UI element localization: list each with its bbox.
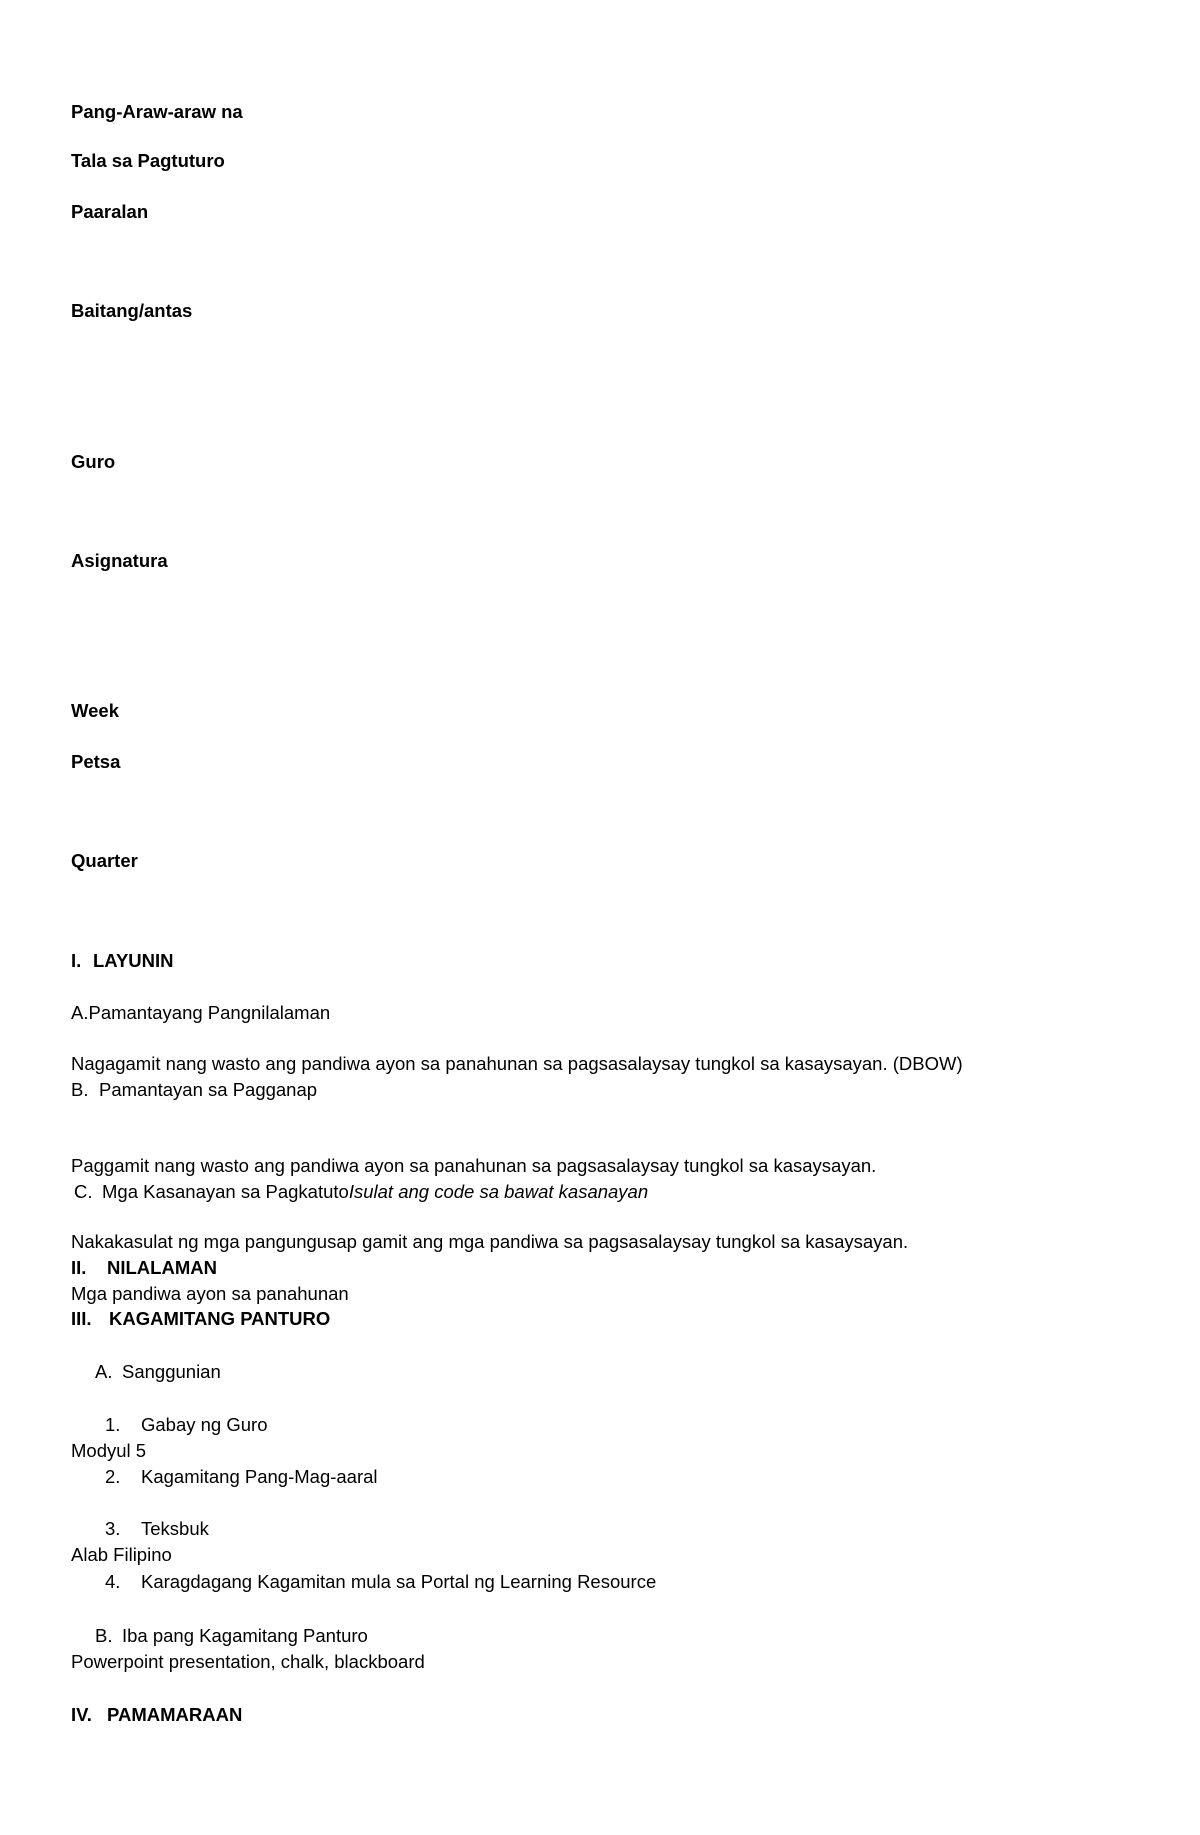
section-numeral: III. — [71, 1308, 92, 1329]
list-number: 1. — [105, 1414, 121, 1435]
pamantayan-pagganap-text: Paggamit nang wasto ang pandiwa ayon sa panahunan sa pagsasalaysay tungkol sa kasaysayan. — [71, 1155, 877, 1176]
iba-pang-kagamitan-label — [95, 1625, 368, 1647]
kasanayan-note: Isulat ang code sa bawat kasanayan — [348, 1181, 649, 1202]
section-pamamaraan-heading — [71, 1704, 242, 1726]
sanggunian-label — [95, 1361, 221, 1383]
list-number: 4. — [105, 1571, 121, 1592]
list-number: 3. — [105, 1518, 121, 1539]
pamantayan-pagganap-label — [71, 1079, 317, 1101]
list-label: Pamantayan sa Pagganap — [99, 1079, 318, 1100]
list-letter: A. — [95, 1361, 113, 1382]
list-item-kagamitang-mag-aaral — [105, 1466, 378, 1488]
list-item-karagdagang-kagamitan — [105, 1571, 656, 1593]
list-label: Gabay ng Guro — [141, 1414, 268, 1435]
section-numeral: IV. — [71, 1704, 92, 1725]
list-label: Karagdagang Kagamitan mula sa Portal ng Learning Resource — [141, 1571, 657, 1592]
list-label: Sanggunian — [122, 1361, 221, 1382]
list-letter: B. — [71, 1079, 89, 1100]
kasanayan-text: Nakakasulat ng mga pangungusap gamit ang mga pandiwa sa pagsasalaysay tungkol sa kasaysayan. — [71, 1231, 909, 1252]
field-paaralan: Paaralan — [71, 201, 149, 222]
list-letter: C. — [74, 1181, 93, 1202]
list-label: Iba pang Kagamitang Panturo — [122, 1625, 368, 1646]
section-kagamitang-heading — [71, 1308, 330, 1330]
list-item-teksbuk — [105, 1518, 209, 1540]
field-baitang: Baitang/antas — [71, 300, 193, 321]
pamantayang-pangnilalaman-label: A.Pamantayang Pangnilalaman — [71, 1002, 331, 1023]
section-numeral: II. — [71, 1257, 87, 1278]
section-title: NILALAMAN — [107, 1257, 217, 1278]
gabay-value: Modyul 5 — [71, 1440, 147, 1461]
nilalaman-text: Mga pandiwa ayon sa panahunan — [71, 1283, 349, 1304]
list-label: Teksbuk — [141, 1518, 209, 1539]
section-numeral: I. — [71, 950, 82, 971]
section-layunin-heading — [71, 950, 174, 972]
list-item-gabay — [105, 1414, 268, 1436]
list-letter: B. — [95, 1625, 113, 1646]
list-label: Kagamitang Pang-Mag-aaral — [141, 1466, 378, 1487]
list-label: Mga Kasanayan sa Pagkatuto — [102, 1181, 349, 1202]
teksbuk-value: Alab Filipino — [71, 1544, 172, 1565]
field-guro: Guro — [71, 451, 116, 472]
field-petsa: Petsa — [71, 751, 121, 772]
field-quarter: Quarter — [71, 850, 138, 871]
list-number: 2. — [105, 1466, 121, 1487]
pamantayang-pangnilalaman-text: Nagagamit nang wasto ang pandiwa ayon sa panahunan sa pagsasalaysay tungkol sa kasaysayan. (DBOW) — [71, 1053, 963, 1074]
field-week: Week — [71, 700, 119, 721]
section-title: LAYUNIN — [93, 950, 174, 971]
iba-pang-kagamitan-text: Powerpoint presentation, chalk, blackboard — [71, 1651, 425, 1672]
kasanayan-label — [74, 1181, 648, 1203]
section-title: PAMAMARAAN — [107, 1704, 243, 1725]
doc-title-line-2: Tala sa Pagtuturo — [71, 150, 225, 171]
section-nilalaman-heading — [71, 1257, 217, 1279]
field-asignatura: Asignatura — [71, 550, 168, 571]
section-title: KAGAMITANG PANTURO — [109, 1308, 331, 1329]
doc-title-line-1: Pang-Araw-araw na — [71, 101, 243, 122]
